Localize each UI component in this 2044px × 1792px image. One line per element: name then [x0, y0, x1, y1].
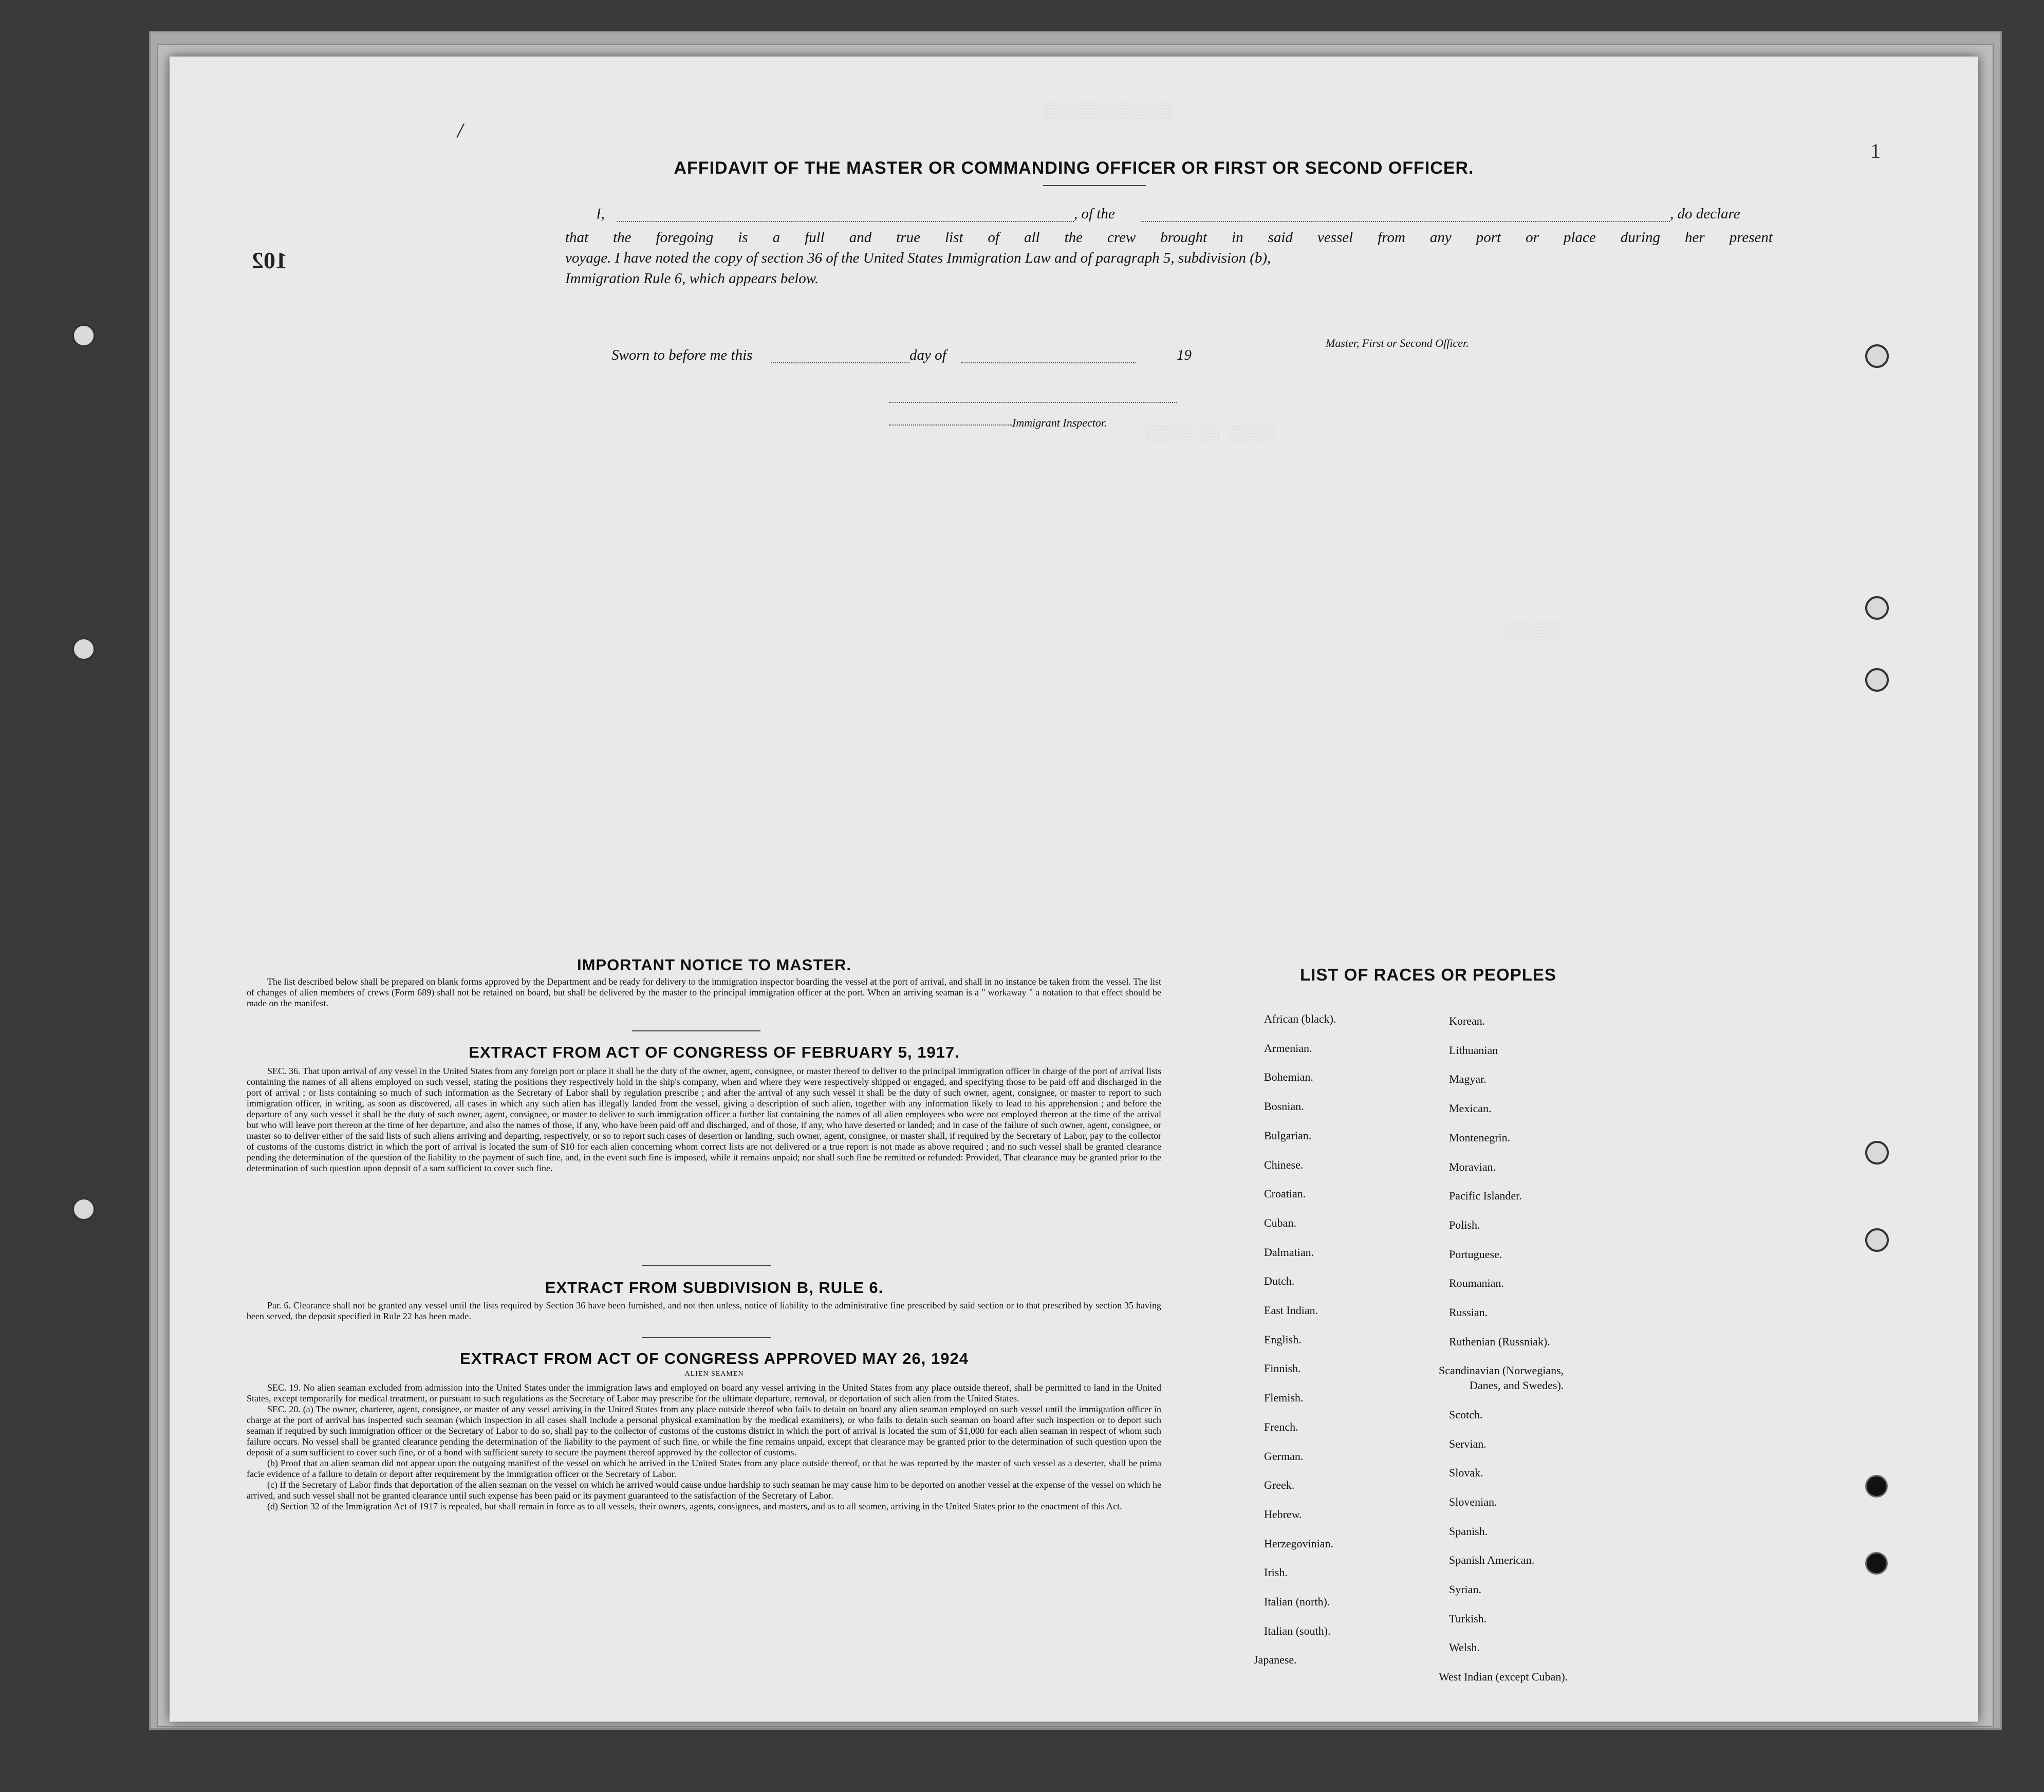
extract-1917-body: SEC. 36. That upon arrival of any vessel in the United States from any foreign port or place it shall be the duty of the owner, agent, consignee, or master thereof to deliver to the principal immigration officer in charge of the port of arrival lists containing the names of all aliens employed on such vessel, stating the positions they respectively hold in the ship's company, when and where they were respectively shipped or engaged, and specifying those to be paid off and discharged in the port of arrival ; or lists containing so much of such information as the Secretary of Labor shall by regulation prescribe ; and after the arrival of any such vessel it shall be the duty of such owner, agent, consignee, or master to report to such immigration officer, in writing, as soon as discovered, all cases in which any such alien has illegally landed from the vessel, giving a description of such alien, together with any information likely to lead to his apprehension ; and before the departure of any such vessel it shall be the duty of such owner, agent, consignee, or master to deliver to such immigration officer a further list containing the names of all alien employees who were not employed thereon at the time of the arrival but who will leave port thereon at the time of her departure, and also the names of those, if any, who have been paid off and discharged, and of those, if any, who have deserted or landed; and in case of the failure of such owner, agent, consignee, or master so to deliver either of the said lists of such aliens arriving and departing, respectively, or so to report such cases of desertion or landing, such owner, agent, consignee, or master shall, if required by the Secretary of Labor, pay to the collector of customs of the customs district in which the port of arrival is located the sum of $10 for each alien concerning whom correct lists are not delivered or a true report is not made as above required ; and no such vessel shall be granted clearance pending the determination of the question of the liability to the payment of such fine, and, in the event such fine is imposed, while it remains unpaid; nor shall such fine be remitted or refunded: Provided, That clearance may be granted prior to the determination of such question upon deposit of a sum sufficient to cover such fine.	[247, 1066, 1161, 1173]
master-signature-label: Master, First or Second Officer.	[1326, 337, 1469, 349]
race-left-item: Dalmatian.	[1264, 1245, 1314, 1259]
section-19: SEC. 19. No alien seaman excluded from admission into the United States under the immigration laws and employed on board any vessel arriving in the United States from any place outside thereof, shall be permitted to land in the United States, except temporarily for medical treatment, or pursuant to such regulations as the Secretary of Labor may prescribe for the ultimate departure, removal, or deportation of such alien from the United States.	[247, 1382, 1161, 1403]
day-blank	[771, 362, 909, 363]
page-number-mirrored: 102	[252, 247, 287, 273]
extract-rule6-body: Par. 6. Clearance shall not be granted any vessel until the lists required by Section 36 have been furnished, and not then unless, notice of liability to the administrative fine prescribed by said section or to that prescribed by section 35 having been served, the deposit specified in Rule 22 has been made.	[247, 1300, 1161, 1321]
race-left-item: Japanese.	[1254, 1653, 1297, 1667]
race-left-item: Chinese.	[1264, 1158, 1304, 1171]
race-left-item: Armenian.	[1264, 1041, 1312, 1055]
race-right-item: Lithuanian	[1449, 1043, 1498, 1057]
race-left-item: English.	[1264, 1333, 1302, 1346]
section-20d: (d) Section 32 of the Immigration Act of 1917 is repealed, but shall remain in force as to all vessels, their owners, agents, consignees, and masters, and as to all seamen, arriving in the United States prior to the enactment of this Act.	[267, 1501, 1122, 1511]
race-left-item: Italian (north).	[1264, 1595, 1330, 1608]
race-right-item: Moravian.	[1449, 1160, 1496, 1173]
race-right-item: Spanish.	[1449, 1524, 1488, 1538]
race-right-item: Polish.	[1449, 1218, 1480, 1231]
race-right-item: Ruthenian (Russniak).	[1449, 1335, 1550, 1348]
affidavit-para-line3: Immigration Rule 6, which appears below.	[565, 270, 819, 287]
extract-1924-subtitle: ALIEN SEAMEN	[684, 1370, 744, 1378]
punch-hole	[1865, 1552, 1888, 1575]
race-left-item: Irish.	[1264, 1566, 1288, 1579]
vessel-blank	[1141, 221, 1670, 222]
affidavit-declare: , do declare	[1670, 206, 1740, 222]
race-left-item: Italian (south).	[1264, 1624, 1331, 1637]
race-right-item: Spanish American.	[1449, 1554, 1535, 1567]
divider	[642, 1337, 771, 1338]
punch-hole	[1865, 596, 1889, 620]
race-right-item: Slovak.	[1449, 1466, 1483, 1480]
punch-hole	[72, 324, 96, 347]
year-label: 19	[1177, 347, 1192, 363]
document-page	[170, 57, 1978, 1722]
affidavit-para-line1: that the foregoing is a full and true list of all the crew brought in said vessel from any port or place during her present	[565, 229, 1773, 246]
race-left-item: Finnish.	[1264, 1362, 1301, 1375]
race-right-item: Scotch.	[1449, 1408, 1483, 1421]
section-20b: (b) Proof that an alien seaman did not appear upon the outgoing manifest of the vessel on which he arrived in the United States from any place outside thereof, or that he was reported by the master of such vessel as a deserter, shall be prima facie evidence of a failure to detain or deport after requirement by the immigration officer or the Secretary of Labor.	[247, 1458, 1161, 1479]
race-left-item: East Indian.	[1264, 1304, 1318, 1317]
punch-hole	[1865, 344, 1889, 368]
punch-hole	[72, 1197, 96, 1221]
punch-hole	[1865, 1228, 1889, 1252]
race-right-item: Slovenian.	[1449, 1495, 1497, 1508]
day-of-label: day of	[909, 347, 946, 363]
bleed-through: ░░░░░ ░░ ░░░░░	[1146, 427, 1276, 444]
punch-hole	[72, 637, 96, 661]
race-right-item: Scandinavian (Norwegians,	[1439, 1364, 1564, 1377]
race-left-item: Hebrew.	[1264, 1507, 1302, 1521]
race-left-item: Cuban.	[1264, 1216, 1296, 1229]
race-right-item: Welsh.	[1449, 1641, 1480, 1654]
race-right-item: Danes, and Swedes).	[1470, 1379, 1564, 1392]
notice-title: IMPORTANT NOTICE TO MASTER.	[577, 956, 851, 974]
race-left-item: Greek.	[1264, 1479, 1295, 1492]
inspector-blank	[889, 424, 1012, 426]
race-right-item: West Indian (except Cuban).	[1439, 1670, 1568, 1684]
race-right-item: Mexican.	[1449, 1102, 1492, 1115]
bleed-through: ░░░░░░	[1506, 622, 1562, 639]
race-left-item: French.	[1264, 1420, 1298, 1433]
affidavit-of-the: , of the	[1074, 206, 1115, 222]
extract-1924-title: EXTRACT FROM ACT OF CONGRESS APPROVED MAY 26, 1924	[460, 1350, 969, 1368]
races-right-column	[1439, 1014, 1696, 1734]
extract-1924-body	[247, 1382, 1161, 1512]
divider	[642, 1265, 771, 1266]
punch-hole	[1865, 1141, 1889, 1165]
affidavit-para-line2: voyage. I have noted the copy of section 36 of the United States Immigration Law and of paragraph 5, subdivision (b),	[565, 250, 1271, 266]
race-right-item: Pacific Islander.	[1449, 1189, 1522, 1203]
race-left-item: Flemish.	[1264, 1391, 1304, 1405]
race-right-item: Servian.	[1449, 1437, 1486, 1450]
race-left-item: Bosnian.	[1264, 1100, 1304, 1113]
month-blank	[961, 362, 1136, 363]
race-right-item: Turkish.	[1449, 1612, 1487, 1625]
race-left-item: Bulgarian.	[1264, 1129, 1312, 1142]
affidavit-title: AFFIDAVIT OF THE MASTER OR COMMANDING OFFICER OR FIRST OR SECOND OFFICER.	[674, 158, 1474, 178]
inspector-blank-top	[889, 402, 1177, 403]
race-left-item: Herzegovinian.	[1264, 1537, 1333, 1550]
bleed-through: ░░░░░░░░░░░░░░	[1043, 103, 1173, 120]
extract-rule6-title: EXTRACT FROM SUBDIVISION B, RULE 6.	[545, 1279, 884, 1297]
notice-body: The list described below shall be prepared on blank forms approved by the Department and be ready for delivery to the immigration inspector boarding the vessel at the port of arrival, and shall in no instance be taken from the vessel. The list of changes of alien members of crews (Form 689) shall not be retained on board, but shall be delivered by the master to the principal immigration officer at the port. When an arriving seaman is a " workaway " a notation to that effect should be made on the manifest.	[247, 976, 1161, 1008]
name-blank	[617, 221, 1074, 222]
race-right-item: Portuguese.	[1449, 1247, 1502, 1261]
race-right-item: Roumanian.	[1449, 1277, 1504, 1290]
page-tick-mark: /	[457, 119, 463, 142]
section-20a: SEC. 20. (a) The owner, charterer, agent, consignee, or master of any vessel arriving in the United States from any place outside thereof who fails to detain on board any alien seaman employed on such vessel until the immigration officer in charge at the port of arrival has inspected such seaman (which inspection in all cases shall include a personal physical examination by the medical examiners), or who fails to detain such seaman on board after such inspection or to deport such seaman if required by such immigration officer or the Secretary of Labor to do so, shall pay to the collector of customs of the customs district in which the port of arrival is located the sum of $1,000 for each alien seaman in respect of whom such failure occurs. No vessel shall be granted clearance pending the determination of the liability to the payment of such fine, or while the fine remains unpaid, except that clearance may be granted prior to the determination of such question upon the deposit of a sum sufficient to cover such fine, or of a bond with sufficient surety to secure the payment thereof approved by the collector of customs.	[247, 1404, 1161, 1457]
divider	[632, 1030, 760, 1031]
race-right-item: Montenegrin.	[1449, 1131, 1511, 1144]
race-right-item: Korean.	[1449, 1014, 1485, 1027]
section-20c: (c) If the Secretary of Labor finds that deportation of the alien seaman on the vessel on which he arrived would cause undue hardship to such seaman he may cause him to be deported on another vessel at the expense of the vessel on which he arrived, and such vessel shall not be granted clearance until such expense has been paid or its payment guaranteed to the satisfaction of the Secretary of Labor.	[247, 1480, 1161, 1501]
divider	[1043, 185, 1146, 186]
race-left-item: Bohemian.	[1264, 1070, 1313, 1084]
race-right-item: Russian.	[1449, 1306, 1488, 1319]
inspector-label: Immigrant Inspector.	[1012, 416, 1107, 429]
extract-1917-title: EXTRACT FROM ACT OF CONGRESS OF FEBRUARY 5, 1917.	[469, 1043, 960, 1061]
race-right-item: Magyar.	[1449, 1073, 1486, 1086]
sworn-label: Sworn to before me this	[611, 347, 753, 363]
races-title: LIST OF RACES OR PEOPLES	[1300, 965, 1556, 984]
race-left-item: African (black).	[1264, 1012, 1336, 1025]
corner-mark: 1	[1870, 139, 1881, 162]
race-left-item: Croatian.	[1264, 1187, 1306, 1200]
race-left-item: German.	[1264, 1449, 1304, 1463]
race-left-item: Dutch.	[1264, 1274, 1295, 1288]
punch-hole	[1865, 1475, 1888, 1498]
punch-hole	[1865, 668, 1889, 692]
race-right-item: Syrian.	[1449, 1583, 1481, 1596]
affidavit-i: I,	[596, 206, 605, 222]
